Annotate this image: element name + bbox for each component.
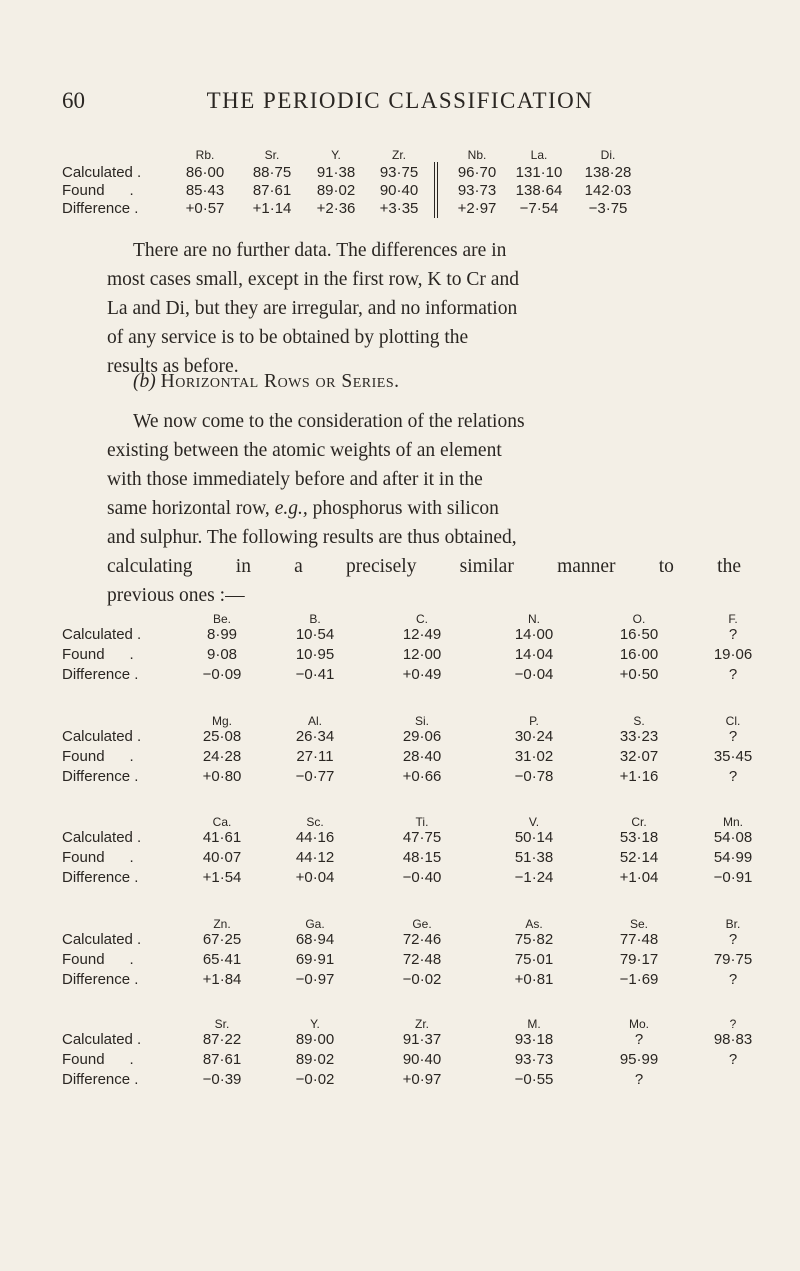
table-cell: 90·40 <box>379 182 419 199</box>
text-line: most cases small, except in the first row, K to Cr and <box>107 269 519 290</box>
table-cell: 131·10 <box>515 164 563 181</box>
table-cell: 10·95 <box>295 646 335 663</box>
series-table <box>62 917 762 997</box>
table-cell: 35·45 <box>713 748 753 765</box>
table-cell: −0·55 <box>514 1071 554 1088</box>
series-table <box>62 714 762 794</box>
row-label: Difference . <box>62 869 139 886</box>
table-cell: 16·00 <box>619 646 659 663</box>
column-header: As. <box>525 917 543 931</box>
table-cell: 10·54 <box>295 626 335 643</box>
table-cell: +0·04 <box>295 869 335 886</box>
table-cell: 75·01 <box>514 951 554 968</box>
column-divider <box>434 162 435 218</box>
row-label: Difference . <box>62 666 139 683</box>
table-cell: 41·61 <box>202 829 242 846</box>
column-header: Al. <box>307 714 322 728</box>
table-cell: −0·02 <box>295 1071 335 1088</box>
table-cell: −1·69 <box>619 971 659 988</box>
row-label: Difference . <box>62 200 139 217</box>
column-header: Sr. <box>264 148 280 162</box>
table-cell: −0·78 <box>514 768 554 785</box>
column-header: C. <box>416 612 428 626</box>
table-cell: 93·18 <box>514 1031 554 1048</box>
table-cell: 93·75 <box>379 164 419 181</box>
table-cell: 44·12 <box>295 849 335 866</box>
row-label: Calculated . <box>62 1031 142 1048</box>
table-cell: −0·77 <box>295 768 335 785</box>
row-label: Found . <box>62 1051 134 1068</box>
table-cell: 50·14 <box>514 829 554 846</box>
page-number: 60 <box>62 88 85 113</box>
table-cell: 27·11 <box>296 748 334 765</box>
text-line-with-emphasis <box>107 494 741 523</box>
table-cell: 91·38 <box>316 164 356 181</box>
table-cell: −0·40 <box>402 869 442 886</box>
column-header: Se. <box>629 917 648 931</box>
table-cell: ? <box>728 666 738 683</box>
table-cell: 48·15 <box>402 849 442 866</box>
column-header: Mo. <box>628 1017 649 1031</box>
table-cell: 9·08 <box>206 646 238 663</box>
column-header: V. <box>528 815 540 829</box>
section-title: Horizontal Rows or Series. <box>160 371 400 392</box>
table-cell: 87·22 <box>202 1031 242 1048</box>
row-label: Found . <box>62 182 134 199</box>
table-cell: 85·43 <box>185 182 225 199</box>
table-cell: +1·04 <box>619 869 659 886</box>
text-line: calculating in a precisely similar manner to the <box>107 556 741 577</box>
table-cell: −0·09 <box>202 666 242 683</box>
table-cell: 142·03 <box>584 182 632 199</box>
text-line: There are no further data. The differences are in <box>133 240 507 261</box>
table-cell: 75·82 <box>514 931 554 948</box>
table-cell: 89·02 <box>295 1051 335 1068</box>
row-label: Found . <box>62 849 134 866</box>
table-cell: 25·08 <box>202 728 242 745</box>
text-line: previous ones :— <box>107 585 245 606</box>
table-cell: 12·49 <box>402 626 442 643</box>
table-cell: 88·75 <box>252 164 292 181</box>
table-cell: −0·97 <box>295 971 335 988</box>
column-header: Cr. <box>631 815 647 829</box>
column-header: Be. <box>212 612 231 626</box>
column-divider <box>437 162 438 218</box>
row-label: Calculated . <box>62 164 142 181</box>
column-header: Nb. <box>467 148 487 162</box>
table-cell: 14·00 <box>514 626 554 643</box>
table-cell: 87·61 <box>202 1051 242 1068</box>
table-cell: 19·06 <box>713 646 753 663</box>
series-table <box>62 612 762 692</box>
table-cell: 77·48 <box>619 931 659 948</box>
text-line: existing between the atomic weights of an element <box>107 440 502 461</box>
text-line: and sulphur. The following results are thus obtained, <box>107 527 517 548</box>
column-header: Sc. <box>306 815 324 829</box>
column-header: Y. <box>331 148 341 162</box>
row-label: Calculated . <box>62 931 142 948</box>
table-cell: 90·40 <box>402 1051 442 1068</box>
table-cell: ? <box>728 768 738 785</box>
table-cell: 98·83 <box>713 1031 753 1048</box>
table-cell: 87·61 <box>252 182 292 199</box>
row-label: Found . <box>62 951 134 968</box>
column-header: Cl. <box>725 714 741 728</box>
column-header: Di. <box>600 148 616 162</box>
text-line: La and Di, but they are irregular, and no information <box>107 298 518 319</box>
column-header: Zn. <box>213 917 231 931</box>
row-label: Found . <box>62 748 134 765</box>
text-line: with those immediately before and after it in the <box>107 469 483 490</box>
table-cell: 14·04 <box>514 646 554 663</box>
table-cell: +0·66 <box>402 768 442 785</box>
table-cell: 16·50 <box>619 626 659 643</box>
table-cell: 95·99 <box>619 1051 659 1068</box>
series-table <box>62 1017 762 1097</box>
table-cell: 28·40 <box>402 748 442 765</box>
column-header: Zr. <box>415 1017 429 1031</box>
table-cell: +2·97 <box>457 200 497 217</box>
table-cell: ? <box>634 1071 644 1088</box>
row-label: Difference . <box>62 971 139 988</box>
table-cell: 72·48 <box>402 951 442 968</box>
series-table <box>62 815 762 895</box>
column-header: Ge. <box>412 917 432 931</box>
row-label: Calculated . <box>62 829 142 846</box>
table-cell: 31·02 <box>514 748 554 765</box>
table-cell: 32·07 <box>619 748 659 765</box>
table-cell: ? <box>728 971 738 988</box>
table-cell: 54·08 <box>713 829 753 846</box>
table-cell: 93·73 <box>457 182 497 199</box>
column-header: La. <box>530 148 548 162</box>
table-cell: 30·24 <box>514 728 554 745</box>
text-line: results as before. <box>107 356 239 377</box>
table-cell: 51·38 <box>514 849 554 866</box>
column-header: Ti. <box>415 815 429 829</box>
emphasis-text: e.g., <box>274 498 308 519</box>
table-cell: +0·97 <box>402 1071 442 1088</box>
table-cell: +1·84 <box>202 971 242 988</box>
table-cell: −0·91 <box>713 869 753 886</box>
column-header: ? <box>729 1017 737 1031</box>
table-cell: 24·28 <box>202 748 242 765</box>
column-header: N. <box>528 612 540 626</box>
table-cell: −3·75 <box>588 200 628 217</box>
section-heading <box>133 371 399 393</box>
table-cell: 54·99 <box>713 849 753 866</box>
table-cell: +3·35 <box>379 200 419 217</box>
table-cell: −0·02 <box>402 971 442 988</box>
table-cell: 47·75 <box>402 829 442 846</box>
table-cell: 89·00 <box>295 1031 335 1048</box>
table-cell: +1·16 <box>619 768 659 785</box>
table-cell: ? <box>634 1031 644 1048</box>
table-cell: 91·37 <box>402 1031 442 1048</box>
table-cell: +0·50 <box>619 666 659 683</box>
paragraph <box>107 236 741 381</box>
table-cell: −7·54 <box>519 200 559 217</box>
table-cell: −0·41 <box>295 666 335 683</box>
table-cell: +1·14 <box>252 200 292 217</box>
column-header: Zr. <box>392 148 406 162</box>
table-cell: 33·23 <box>619 728 659 745</box>
table-cell: +2·36 <box>316 200 356 217</box>
table-cell: 138·28 <box>584 164 632 181</box>
table-cell: ? <box>728 626 738 643</box>
row-label: Difference . <box>62 1071 139 1088</box>
column-header: F. <box>728 612 738 626</box>
row-label: Found . <box>62 646 134 663</box>
column-header: Ga. <box>305 917 325 931</box>
column-header: Br. <box>725 917 741 931</box>
table-cell: 67·25 <box>202 931 242 948</box>
table-cell: 69·91 <box>295 951 335 968</box>
table-cell: +1·54 <box>202 869 242 886</box>
table-cell: ? <box>728 728 738 745</box>
paragraph <box>107 407 741 610</box>
text-line: of any service is to be obtained by plotting the <box>107 327 469 348</box>
column-header: B. <box>309 612 321 626</box>
row-label: Difference . <box>62 768 139 785</box>
table-cell: 8·99 <box>206 626 238 643</box>
table-cell: 44·16 <box>295 829 335 846</box>
row-label: Calculated . <box>62 626 142 643</box>
table-cell: 12·00 <box>402 646 442 663</box>
column-header: Mn. <box>722 815 743 829</box>
running-title: THE PERIODIC CLASSIFICATION <box>206 88 594 113</box>
table-cell: 40·07 <box>202 849 242 866</box>
column-header: O. <box>632 612 646 626</box>
table-cell: +0·80 <box>202 768 242 785</box>
table-cell: 68·94 <box>295 931 335 948</box>
column-header: P. <box>529 714 539 728</box>
table-cell: 89·02 <box>316 182 356 199</box>
table-cell: −1·24 <box>514 869 554 886</box>
table-cell: 65·41 <box>202 951 242 968</box>
page-header <box>0 88 800 128</box>
text-segment: same horizontal row, <box>107 498 275 519</box>
table-cell: 96·70 <box>457 164 497 181</box>
table-cell: +0·81 <box>514 971 554 988</box>
table-cell: +0·49 <box>402 666 442 683</box>
column-header: S. <box>633 714 645 728</box>
column-header: Rb. <box>195 148 215 162</box>
table-cell: ? <box>728 1051 738 1068</box>
table-cell: ? <box>728 931 738 948</box>
table-cell: 79·75 <box>713 951 753 968</box>
column-header: Mg. <box>211 714 232 728</box>
table-cell: 53·18 <box>619 829 659 846</box>
table-cell: 93·73 <box>514 1051 554 1068</box>
row-label: Calculated . <box>62 728 142 745</box>
table-cell: −0·39 <box>202 1071 242 1088</box>
table-cell: 79·17 <box>619 951 659 968</box>
column-header: Y. <box>310 1017 320 1031</box>
top-table <box>62 148 762 228</box>
section-label: (b) <box>133 371 156 392</box>
column-header: M. <box>527 1017 541 1031</box>
table-cell: +0·57 <box>185 200 225 217</box>
text-line: We now come to the consideration of the relations <box>133 411 525 432</box>
table-cell: 52·14 <box>619 849 659 866</box>
text-segment: phosphorus with silicon <box>307 498 499 519</box>
table-cell: 26·34 <box>295 728 335 745</box>
column-header: Sr. <box>214 1017 230 1031</box>
table-cell: 138·64 <box>515 182 563 199</box>
table-cell: 29·06 <box>402 728 442 745</box>
column-header: Si. <box>414 714 429 728</box>
table-cell: 86·00 <box>185 164 225 181</box>
column-header: Ca. <box>212 815 232 829</box>
table-cell: 72·46 <box>402 931 442 948</box>
table-cell: −0·04 <box>514 666 554 683</box>
